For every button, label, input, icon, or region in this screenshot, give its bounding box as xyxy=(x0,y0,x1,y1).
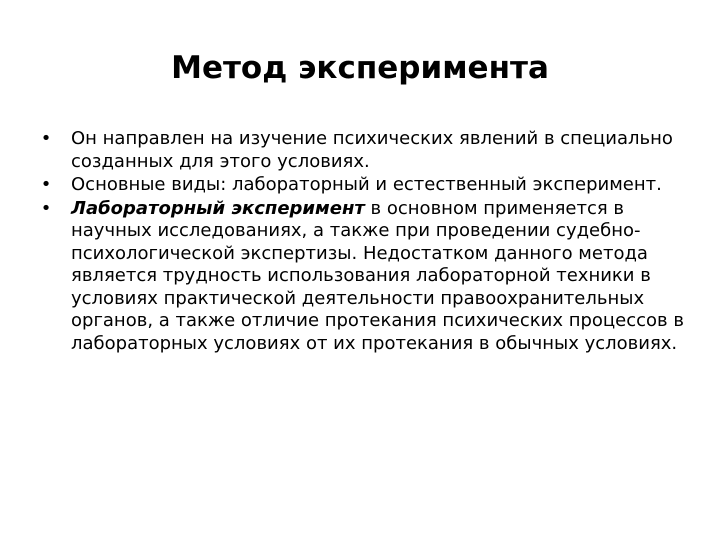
bullet-text: Он направлен на изучение психических явлений в специально созданных для этого условиях. xyxy=(71,128,673,172)
bullet-emphasis: Лабораторный эксперимент xyxy=(71,197,365,219)
bullet-text: в основном применяется в научных исследованиях, а также при проведении судебно-психологической экспертизы. Недостатком данного метода является трудность использования лабораторной техники в условиях практической деятельности правоохранительных органов, а также отличие протекания психических процессов в лабораторных условиях от их протекания в обычных условиях. xyxy=(71,197,684,354)
bullet-text: Основные виды: лабораторный и естественный эксперимент. xyxy=(71,174,662,195)
slide-title: Метод эксперимента xyxy=(171,50,549,86)
bullet-list xyxy=(36,128,692,356)
bullet-item-laboratory xyxy=(36,198,692,356)
bullet-icon: • xyxy=(40,128,52,149)
bullet-icon: • xyxy=(40,197,52,219)
bullet-item-purpose xyxy=(36,128,692,173)
bullet-icon: • xyxy=(40,174,52,195)
bullet-item-types xyxy=(36,174,692,197)
